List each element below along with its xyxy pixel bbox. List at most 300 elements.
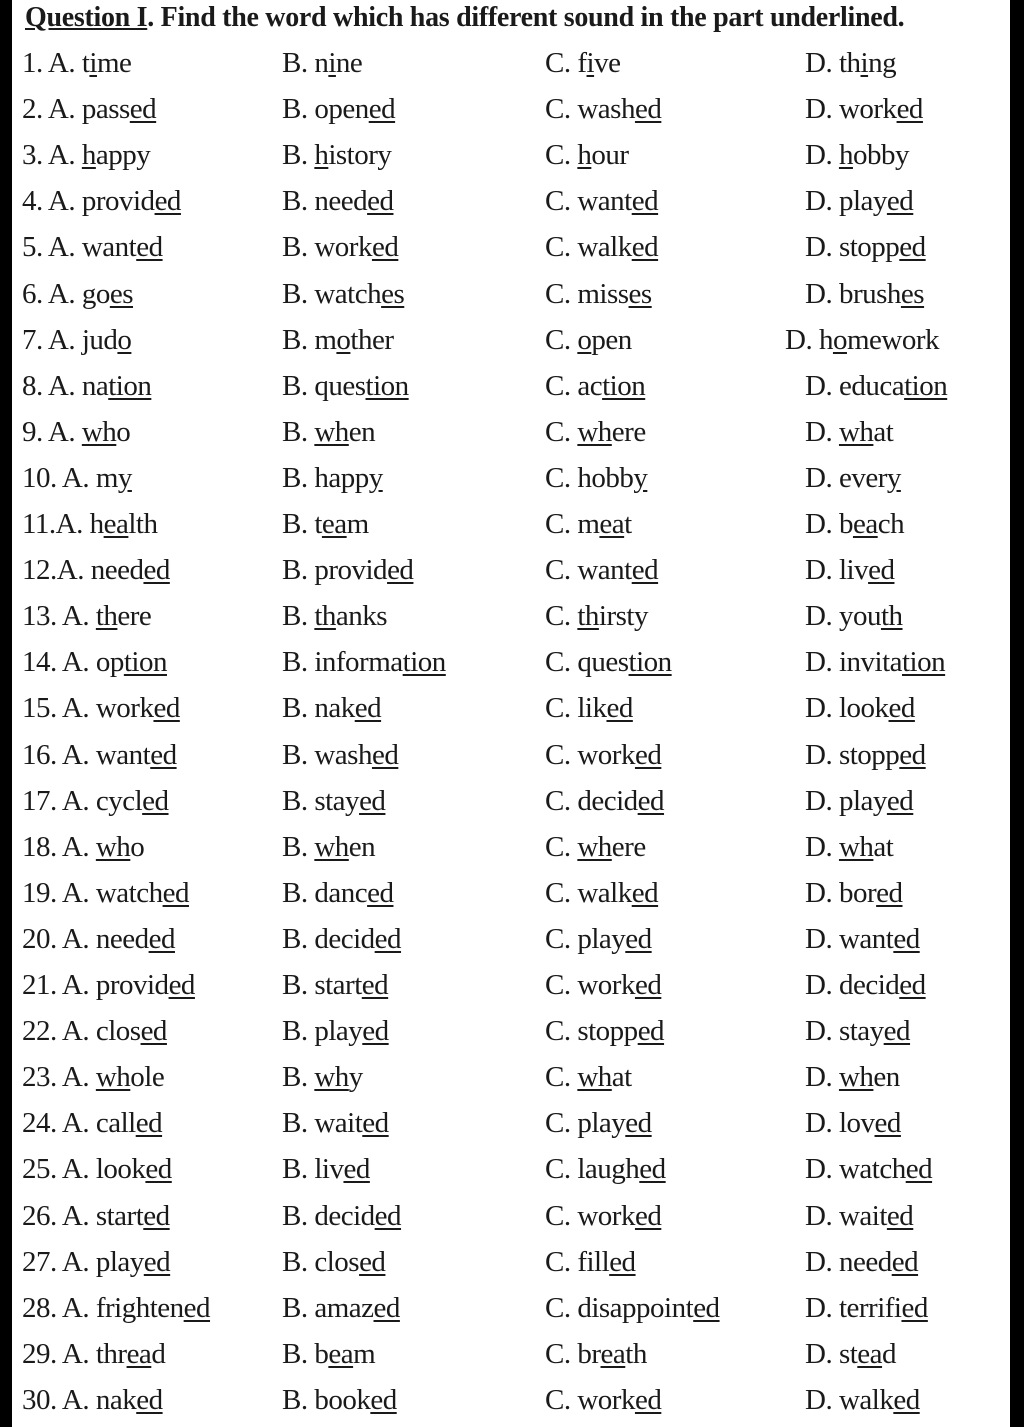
option-letter: B. bbox=[282, 508, 308, 540]
word-part: en bbox=[348, 415, 376, 448]
underlined-part: ed bbox=[901, 1291, 928, 1324]
word-part: need bbox=[314, 185, 368, 218]
option-a bbox=[22, 132, 150, 178]
word-part: at bbox=[873, 415, 894, 448]
option-c bbox=[545, 501, 632, 547]
option-b bbox=[282, 409, 375, 455]
question-row bbox=[12, 363, 1010, 409]
underlined-part: o bbox=[577, 323, 592, 356]
underlined-part: ed bbox=[343, 1153, 370, 1186]
underlined-part: ed bbox=[371, 738, 399, 771]
option-letter: C. bbox=[545, 369, 571, 402]
option-b bbox=[282, 132, 391, 178]
option-c bbox=[545, 40, 620, 86]
option-letter: C. bbox=[545, 1015, 571, 1048]
underlined-part: es bbox=[109, 277, 134, 310]
option-d bbox=[805, 132, 909, 178]
word-part: work bbox=[577, 969, 635, 1001]
option-letter: C. bbox=[545, 323, 571, 356]
underlined-part: h bbox=[314, 139, 329, 172]
underlined-part: ea bbox=[328, 1337, 354, 1370]
option-d bbox=[805, 870, 903, 916]
word-part: lth bbox=[128, 508, 158, 540]
word-part: need bbox=[838, 1245, 892, 1278]
word-part: b bbox=[838, 508, 853, 540]
option-letter: D. bbox=[805, 1199, 833, 1232]
option-c bbox=[545, 639, 672, 685]
word-part: open bbox=[314, 93, 369, 126]
option-letter: C. bbox=[545, 231, 571, 264]
question-row bbox=[12, 1331, 1010, 1377]
underlined-part: wh bbox=[838, 830, 874, 863]
underlined-part: tion bbox=[904, 369, 948, 402]
option-b bbox=[282, 455, 383, 501]
word-part: play bbox=[314, 1015, 363, 1048]
question-number: 13. A. bbox=[22, 600, 90, 633]
option-c bbox=[545, 778, 664, 824]
option-letter: D. bbox=[805, 1337, 833, 1370]
option-a bbox=[22, 778, 169, 824]
option-letter: C. bbox=[545, 1153, 571, 1186]
word-part: liv bbox=[838, 554, 869, 587]
option-letter: C. bbox=[545, 646, 571, 679]
option-letter: D. bbox=[805, 185, 833, 218]
underlined-part: ed bbox=[371, 231, 399, 264]
option-letter: B. bbox=[282, 185, 308, 218]
option-letter: B. bbox=[282, 692, 308, 725]
option-d bbox=[805, 916, 920, 962]
underlined-part: ed bbox=[639, 1153, 666, 1186]
option-letter: D. bbox=[805, 692, 833, 725]
option-d bbox=[805, 1331, 896, 1377]
option-b bbox=[282, 1239, 385, 1285]
option-c bbox=[545, 1239, 636, 1285]
underlined-part: wh bbox=[314, 1061, 349, 1094]
option-a bbox=[22, 1193, 170, 1239]
question-row bbox=[12, 870, 1010, 916]
underlined-part: ed bbox=[143, 1199, 170, 1232]
option-letter: B. bbox=[282, 1245, 308, 1278]
question-heading bbox=[25, 0, 904, 36]
question-row bbox=[12, 962, 1010, 1008]
option-c bbox=[545, 1146, 666, 1192]
option-letter: C. bbox=[545, 830, 571, 863]
question-row bbox=[12, 271, 1010, 317]
option-letter: D. bbox=[805, 1291, 833, 1324]
underlined-part: ed bbox=[634, 969, 662, 1001]
underlined-part: es bbox=[381, 277, 405, 310]
option-letter: B. bbox=[282, 415, 308, 448]
underlined-part: ed bbox=[876, 876, 903, 909]
underlined-part: ed bbox=[899, 231, 926, 264]
option-letter: D. bbox=[805, 784, 833, 817]
underlined-part: ed bbox=[373, 1291, 400, 1324]
underlined-part: wh bbox=[838, 1061, 874, 1094]
question-number: 6. A. bbox=[22, 277, 76, 310]
underlined-part: wh bbox=[314, 415, 349, 448]
option-c bbox=[545, 363, 645, 409]
word-part: ere bbox=[117, 600, 152, 633]
option-d bbox=[805, 1100, 901, 1146]
option-d bbox=[805, 455, 901, 501]
option-letter: B. bbox=[282, 738, 308, 771]
option-letter: D. bbox=[805, 1153, 833, 1186]
option-a bbox=[22, 685, 180, 731]
underlined-part: ea bbox=[126, 1337, 152, 1370]
underlined-part: ed bbox=[886, 784, 914, 817]
underlined-part: tion bbox=[628, 646, 672, 679]
underlined-part: tion bbox=[365, 369, 409, 402]
option-letter: C. bbox=[545, 600, 571, 633]
option-c bbox=[545, 132, 629, 178]
underlined-part: ed bbox=[374, 922, 402, 955]
question-number: 26. A. bbox=[22, 1199, 90, 1232]
underlined-part: ed bbox=[874, 1107, 901, 1140]
underlined-part: ed bbox=[631, 876, 659, 909]
option-b bbox=[282, 317, 394, 363]
option-letter: D. bbox=[805, 277, 833, 310]
option-letter: D. bbox=[805, 738, 833, 771]
question-number: 4. A. bbox=[22, 185, 76, 218]
underlined-part: i bbox=[586, 47, 595, 79]
option-d bbox=[805, 778, 913, 824]
word-part: d bbox=[151, 1337, 166, 1370]
underlined-part: ed bbox=[625, 1107, 652, 1140]
option-c bbox=[545, 916, 652, 962]
option-c bbox=[545, 732, 661, 778]
option-c bbox=[545, 547, 658, 593]
word-part: play bbox=[838, 784, 887, 817]
option-d bbox=[805, 363, 947, 409]
option-letter: B. bbox=[282, 554, 308, 587]
underlined-part: ed bbox=[886, 1199, 914, 1232]
option-a bbox=[22, 824, 144, 870]
underlined-part: wh bbox=[838, 415, 874, 448]
word-part: provid bbox=[81, 185, 155, 218]
option-letter: C. bbox=[545, 1107, 571, 1140]
word-part: pass bbox=[81, 93, 130, 126]
option-b bbox=[282, 547, 413, 593]
word-part: watch bbox=[838, 1153, 906, 1186]
option-letter: D. bbox=[805, 1245, 833, 1278]
word-part: provid bbox=[314, 554, 388, 587]
word-part: jud bbox=[81, 323, 118, 356]
underlined-part: ed bbox=[387, 554, 414, 587]
question-number: 24. A. bbox=[22, 1107, 90, 1140]
question-number: 1. A. bbox=[22, 47, 76, 79]
question-row bbox=[12, 178, 1010, 224]
word-part: informa bbox=[314, 646, 403, 679]
word-part: at bbox=[873, 830, 894, 863]
question-number: 5. A. bbox=[22, 231, 76, 264]
word-part: thr bbox=[95, 1337, 127, 1370]
question-row bbox=[12, 1146, 1010, 1192]
word-part: mework bbox=[846, 323, 939, 356]
underlined-part: ea bbox=[852, 508, 878, 540]
question-number: 15. A. bbox=[22, 692, 90, 725]
underlined-part: o bbox=[336, 323, 351, 356]
word-part: wash bbox=[577, 93, 635, 126]
option-letter: B. bbox=[282, 830, 308, 863]
underlined-part: ed bbox=[143, 554, 170, 587]
option-d bbox=[805, 1239, 918, 1285]
word-part: obby bbox=[852, 139, 909, 172]
option-a bbox=[22, 547, 170, 593]
option-letter: D. bbox=[805, 969, 833, 1001]
question-row bbox=[12, 86, 1010, 132]
underlined-part: ed bbox=[893, 922, 920, 955]
question-number: 10. A. bbox=[22, 461, 90, 494]
option-letter: B. bbox=[282, 231, 308, 264]
option-c bbox=[545, 317, 632, 363]
underlined-part: th bbox=[577, 600, 599, 633]
option-letter: D. bbox=[805, 139, 833, 172]
word-part: pen bbox=[591, 323, 632, 356]
word-part: walk bbox=[577, 876, 632, 909]
question-number: 7. A. bbox=[22, 323, 76, 356]
word-part: want bbox=[577, 185, 632, 218]
underlined-part: ea bbox=[600, 1337, 626, 1370]
underlined-part: ed bbox=[631, 185, 659, 218]
word-part: istory bbox=[328, 139, 392, 172]
word-part: irsty bbox=[598, 600, 648, 633]
option-letter: C. bbox=[545, 1291, 571, 1324]
question-row bbox=[12, 732, 1010, 778]
option-c bbox=[545, 455, 647, 501]
underlined-part: ed bbox=[150, 738, 177, 771]
option-b bbox=[282, 1008, 389, 1054]
word-part: stopp bbox=[577, 1015, 638, 1048]
underlined-part: wh bbox=[95, 1061, 131, 1094]
word-part: ere bbox=[611, 830, 646, 863]
word-part: laugh bbox=[577, 1153, 640, 1186]
underlined-part: h bbox=[577, 139, 592, 172]
option-d bbox=[785, 317, 939, 363]
word-part: f bbox=[577, 47, 587, 79]
option-c bbox=[545, 1331, 647, 1377]
option-c bbox=[545, 1100, 652, 1146]
word-part: bor bbox=[838, 876, 877, 909]
option-a bbox=[22, 1008, 167, 1054]
option-a bbox=[22, 86, 156, 132]
underlined-part: ed bbox=[693, 1291, 720, 1324]
option-b bbox=[282, 1377, 397, 1423]
option-letter: C. bbox=[545, 1199, 571, 1232]
option-c bbox=[545, 178, 658, 224]
question-row bbox=[12, 593, 1010, 639]
underlined-part: h bbox=[838, 139, 853, 172]
word-part: walk bbox=[838, 1383, 894, 1416]
option-letter: B. bbox=[282, 1061, 308, 1094]
word-part: th bbox=[838, 47, 861, 79]
question-row bbox=[12, 1239, 1010, 1285]
word-part: stopp bbox=[838, 231, 900, 264]
question-row bbox=[12, 547, 1010, 593]
underlined-part: ed bbox=[886, 185, 914, 218]
word-part: t bbox=[624, 508, 632, 540]
option-letter: C. bbox=[545, 1245, 571, 1278]
underlined-part: ed bbox=[143, 1245, 171, 1278]
option-letter: D. bbox=[805, 369, 833, 402]
option-letter: D. bbox=[805, 876, 833, 909]
question-row bbox=[12, 1193, 1010, 1239]
word-part: decid bbox=[314, 922, 375, 955]
word-part: m bbox=[353, 1337, 376, 1370]
option-b bbox=[282, 778, 385, 824]
word-part: stay bbox=[838, 1015, 884, 1048]
word-part: our bbox=[591, 139, 629, 172]
option-letter: C. bbox=[545, 93, 571, 126]
option-b bbox=[282, 1331, 375, 1377]
option-d bbox=[805, 962, 926, 1008]
option-a bbox=[22, 732, 177, 778]
question-number: 2. A. bbox=[22, 93, 76, 126]
word-part: decid bbox=[838, 969, 900, 1001]
option-a bbox=[22, 1054, 164, 1100]
word-part: look bbox=[95, 1153, 146, 1186]
underlined-part: ed bbox=[631, 554, 659, 587]
question-number: 23. A. bbox=[22, 1061, 90, 1094]
word-part: stay bbox=[314, 784, 360, 817]
option-b bbox=[282, 870, 393, 916]
option-b bbox=[282, 639, 446, 685]
option-letter: C. bbox=[545, 277, 571, 310]
word-part: watch bbox=[314, 277, 382, 310]
option-c bbox=[545, 593, 648, 639]
option-a bbox=[22, 178, 181, 224]
underlined-part: ed bbox=[631, 231, 659, 264]
word-part: ther bbox=[350, 323, 394, 356]
option-a bbox=[22, 455, 132, 501]
option-letter: B. bbox=[282, 323, 308, 356]
option-d bbox=[805, 409, 893, 455]
underlined-part: ed bbox=[354, 692, 382, 725]
underlined-part: ed bbox=[359, 1245, 386, 1278]
word-part: decid bbox=[577, 784, 638, 817]
word-part: ere bbox=[611, 415, 646, 448]
option-a bbox=[22, 639, 167, 685]
underlined-part: ed bbox=[868, 554, 895, 587]
word-part: ac bbox=[577, 369, 603, 402]
option-b bbox=[282, 86, 395, 132]
option-letter: C. bbox=[545, 185, 571, 218]
underlined-part: y bbox=[368, 461, 383, 494]
worksheet-page bbox=[12, 0, 1010, 1427]
word-part: ever bbox=[838, 461, 887, 494]
underlined-part: wh bbox=[577, 415, 612, 448]
word-part: n bbox=[314, 47, 329, 79]
option-b bbox=[282, 1146, 370, 1192]
option-b bbox=[282, 1100, 389, 1146]
question-number: 8. A. bbox=[22, 369, 76, 402]
option-d bbox=[805, 86, 923, 132]
option-d bbox=[805, 824, 893, 870]
underlined-part: th bbox=[880, 600, 903, 633]
word-part: liv bbox=[314, 1153, 344, 1186]
word-part: work bbox=[838, 93, 897, 126]
underlined-part: ed bbox=[370, 1383, 397, 1416]
question-row bbox=[12, 639, 1010, 685]
option-letter: D. bbox=[805, 1383, 833, 1416]
word-part: danc bbox=[314, 876, 368, 909]
word-part: want bbox=[577, 554, 632, 587]
underlined-part: ed bbox=[361, 969, 389, 1001]
underlined-part: th bbox=[95, 600, 118, 633]
word-part: b bbox=[314, 1337, 329, 1370]
question-number: 25. A. bbox=[22, 1153, 90, 1186]
option-a bbox=[22, 501, 158, 547]
underlined-part: ed bbox=[368, 93, 396, 126]
underlined-part: wh bbox=[314, 830, 349, 863]
word-part: terrifi bbox=[838, 1291, 902, 1324]
word-part: ne bbox=[335, 47, 363, 79]
question-label: Question I bbox=[25, 2, 148, 33]
option-letter: B. bbox=[282, 1383, 308, 1416]
option-a bbox=[22, 962, 195, 1008]
word-part: work bbox=[95, 692, 154, 725]
underlined-part: ed bbox=[637, 784, 665, 817]
underlined-part: ed bbox=[136, 1383, 163, 1416]
option-letter: D. bbox=[805, 93, 833, 126]
underlined-part: ed bbox=[183, 1291, 211, 1324]
word-part: ng bbox=[868, 47, 897, 79]
option-c bbox=[545, 824, 646, 870]
option-letter: D. bbox=[805, 1107, 833, 1140]
option-d bbox=[805, 271, 924, 317]
question-row bbox=[12, 409, 1010, 455]
word-part: want bbox=[838, 922, 894, 955]
word-part: me bbox=[96, 47, 132, 79]
option-letter: B. bbox=[282, 93, 308, 126]
word-part: appy bbox=[95, 139, 151, 172]
underlined-part: i bbox=[328, 47, 336, 79]
question-number: 19. A. bbox=[22, 876, 90, 909]
word-part: h bbox=[818, 323, 833, 356]
word-part: wait bbox=[838, 1199, 887, 1232]
option-d bbox=[805, 1193, 913, 1239]
option-letter: C. bbox=[545, 47, 571, 79]
option-a bbox=[22, 409, 130, 455]
option-a bbox=[22, 1100, 162, 1146]
option-b bbox=[282, 40, 362, 86]
option-d bbox=[805, 501, 904, 547]
underlined-part: ea bbox=[599, 508, 625, 540]
question-row bbox=[12, 1054, 1010, 1100]
word-part: o bbox=[116, 415, 131, 448]
option-a bbox=[22, 317, 131, 363]
word-part: frighten bbox=[95, 1291, 184, 1324]
question-row bbox=[12, 224, 1010, 270]
underlined-part: ed bbox=[634, 1383, 662, 1416]
word-part: play bbox=[95, 1245, 144, 1278]
underlined-part: wh bbox=[95, 830, 131, 863]
option-letter: D. bbox=[805, 415, 833, 448]
option-a bbox=[22, 40, 131, 86]
option-letter: B. bbox=[282, 1015, 308, 1048]
word-part: you bbox=[838, 600, 881, 633]
word-part: stopp bbox=[838, 738, 900, 771]
word-part: en bbox=[873, 1061, 900, 1094]
word-part: decid bbox=[314, 1199, 375, 1232]
option-letter: C. bbox=[545, 554, 571, 587]
option-letter: C. bbox=[545, 1383, 571, 1416]
underlined-part: ed bbox=[905, 1153, 933, 1186]
underlined-part: i bbox=[89, 47, 97, 79]
underlined-part: ed bbox=[637, 1015, 665, 1048]
underlined-part: wh bbox=[577, 830, 612, 863]
option-a bbox=[22, 1146, 172, 1192]
option-d bbox=[805, 1008, 910, 1054]
